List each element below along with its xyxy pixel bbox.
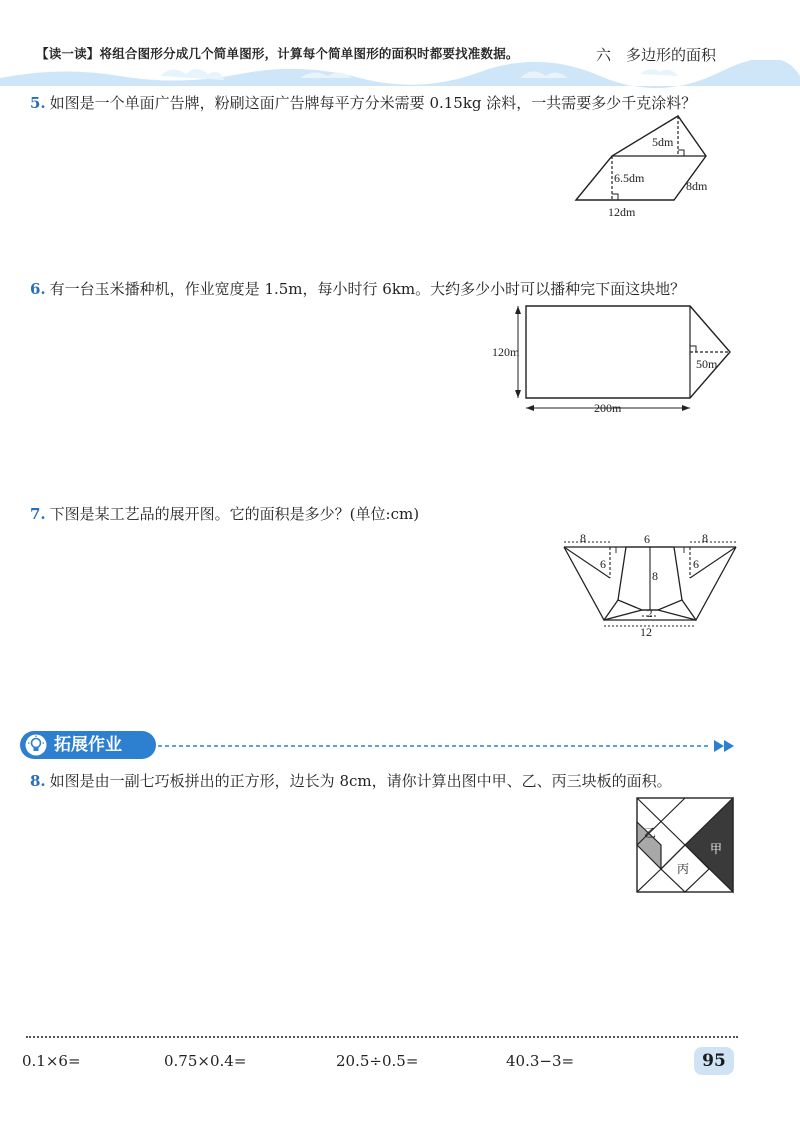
question-6-number: 6. bbox=[30, 280, 46, 298]
q5-label-6-5dm: 6.5dm bbox=[614, 171, 645, 185]
question-6 bbox=[30, 278, 685, 299]
q7-label-left-6: 6 bbox=[600, 557, 606, 571]
q6-label-200m: 200m bbox=[594, 401, 622, 415]
question-5-text: 如图是一个单面广告牌，粉刷这面广告牌每平方分米需要 0.15kg 涂料，一共需要多少千克涂料？ bbox=[49, 94, 697, 112]
reading-tip: 【读一读】将组合图形分成几个简单图形，计算每个简单图形的面积时都要找准数据。 bbox=[36, 46, 519, 61]
question-7-text: 下图是某工艺品的展开图。它的面积是多少？(单位:cm) bbox=[49, 505, 420, 523]
figure-q7-craft-net bbox=[560, 530, 740, 642]
question-8 bbox=[30, 770, 672, 791]
q7-label-mid-8: 8 bbox=[652, 569, 658, 583]
question-7-number: 7. bbox=[30, 505, 46, 523]
page-number: 95 bbox=[694, 1047, 734, 1075]
question-7 bbox=[30, 503, 419, 524]
q7-label-2: 2 bbox=[647, 608, 653, 620]
q5-label-12dm: 12dm bbox=[608, 205, 636, 219]
question-5 bbox=[30, 92, 696, 113]
q7-label-left-8: 8 bbox=[580, 531, 586, 545]
figure-q8-tangram bbox=[636, 797, 736, 895]
calc-4: 40.3−3= bbox=[506, 1052, 575, 1070]
q7-label-right-6: 6 bbox=[693, 557, 699, 571]
q5-label-8dm: 8dm bbox=[686, 179, 708, 193]
q7-label-right-8: 8 bbox=[702, 531, 708, 545]
question-5-number: 5. bbox=[30, 94, 46, 112]
extension-section-label: 拓展作业 bbox=[54, 735, 122, 755]
calc-3: 20.5÷0.5= bbox=[336, 1052, 419, 1070]
q7-label-top-6: 6 bbox=[644, 532, 650, 546]
calc-2: 0.75×0.4= bbox=[164, 1052, 247, 1070]
question-8-number: 8. bbox=[30, 772, 46, 790]
header-cloud-banner bbox=[0, 60, 800, 90]
calc-1: 0.1×6= bbox=[22, 1052, 81, 1070]
lightbulb-icon bbox=[25, 734, 47, 756]
figure-q5-billboard bbox=[570, 112, 720, 222]
section-dashed-line bbox=[158, 738, 738, 754]
footer-divider bbox=[26, 1036, 738, 1038]
q5-label-5dm: 5dm bbox=[652, 135, 674, 149]
question-6-text: 有一台玉米播种机，作业宽度是 1.5m，每小时行 6km。大约多少小时可以播种完下面这块地？ bbox=[49, 280, 686, 298]
q6-label-120m: 120m bbox=[492, 345, 520, 359]
tangram-label-bing: 丙 bbox=[677, 862, 690, 876]
tangram-label-jia: 甲 bbox=[710, 842, 723, 856]
question-8-text: 如图是由一副七巧板拼出的正方形，边长为 8cm，请你计算出图中甲、乙、丙三块板的面积。 bbox=[49, 772, 672, 790]
figure-q6-field bbox=[490, 300, 740, 420]
chapter-title: 六 多边形的面积 bbox=[596, 46, 717, 64]
q7-label-12: 12 bbox=[640, 625, 652, 639]
q6-label-50m: 50m bbox=[696, 357, 718, 371]
tangram-label-yi: 乙 bbox=[644, 826, 657, 840]
